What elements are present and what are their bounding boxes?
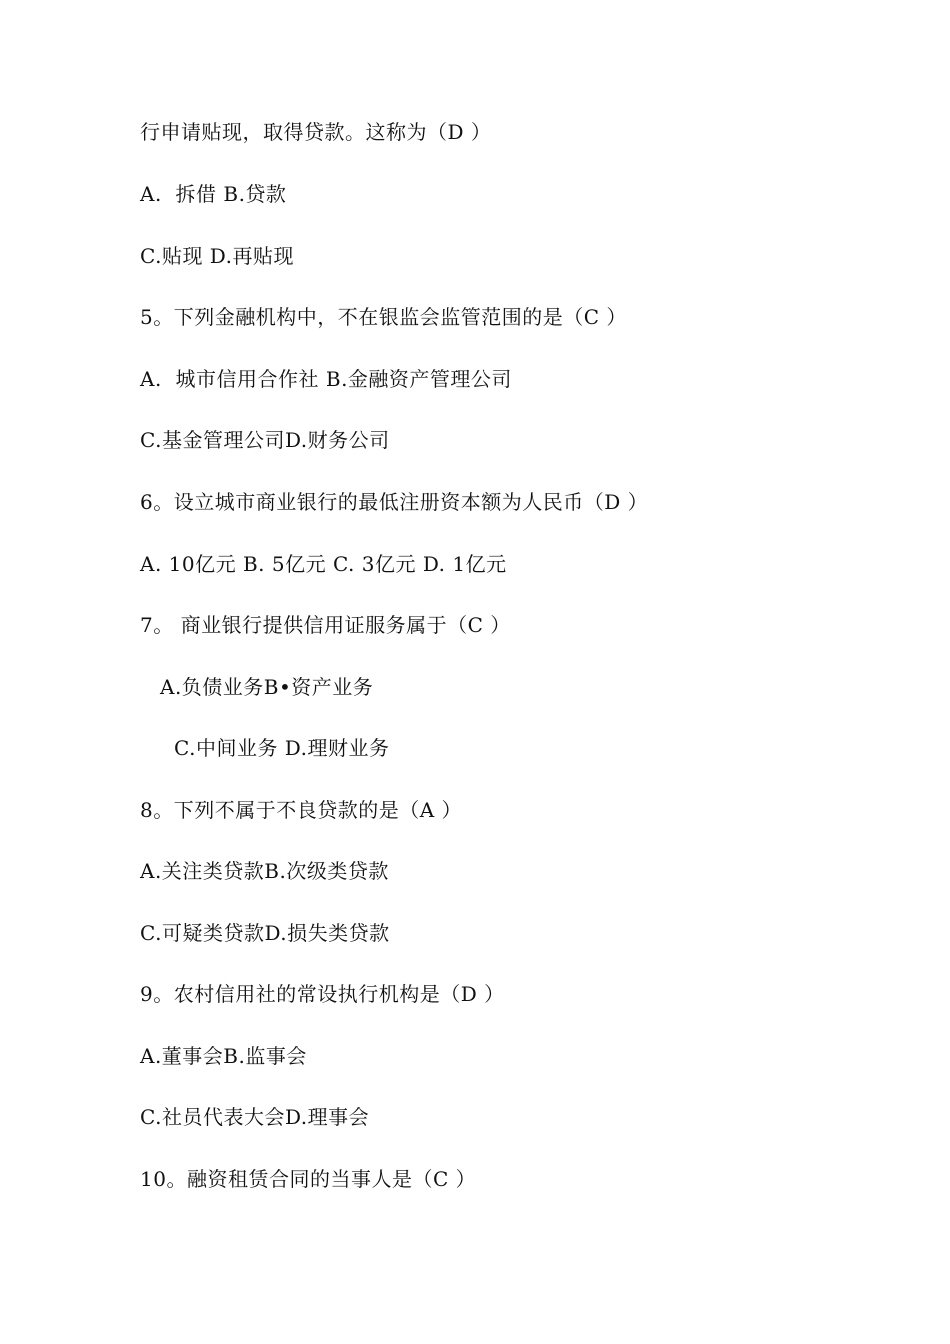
question-4-options-ab: A. 拆借 B.贷款 (140, 182, 287, 206)
question-8-options-ab: A.关注类贷款B.次级类贷款 (140, 859, 389, 883)
question-5-options-cd: C.基金管理公司D.财务公司 (140, 428, 390, 452)
question-9-options-cd: C.社员代表大会D.理事会 (140, 1105, 370, 1129)
question-4-options-cd: C.贴现 D.再贴现 (140, 244, 294, 268)
question-6-stem: 6。设立城市商业银行的最低注册资本额为人民币（D ） (140, 490, 649, 514)
question-5-options-ab: A. 城市信用合作社 B.金融资产管理公司 (140, 367, 512, 391)
question-8-stem: 8。下列不属于不良贷款的是（A ） (140, 798, 463, 822)
question-6-options: A. 10亿元 B. 5亿元 C. 3亿元 D. 1亿元 (140, 552, 507, 576)
question-5-stem: 5。下列金融机构中，不在银监会监管范围的是（C ） (140, 305, 627, 329)
question-9-options-ab: A.董事会B.监事会 (140, 1044, 307, 1068)
question-10-stem: 10。融资租赁合同的当事人是（C ） (140, 1167, 477, 1191)
question-4-continuation: 行申请贴现，取得贷款。这称为（D ） (140, 120, 492, 144)
question-9-stem: 9。农村信用社的常设执行机构是（D ） (140, 982, 505, 1006)
question-8-options-cd: C.可疑类贷款D.损失类贷款 (140, 921, 390, 945)
question-7-options-ab: A.负债业务B•资产业务 (160, 675, 374, 699)
question-7-stem: 7。 商业银行提供信用证服务属于（C ） (140, 613, 511, 637)
question-7-options-cd: C.中间业务 D.理财业务 (174, 736, 390, 760)
